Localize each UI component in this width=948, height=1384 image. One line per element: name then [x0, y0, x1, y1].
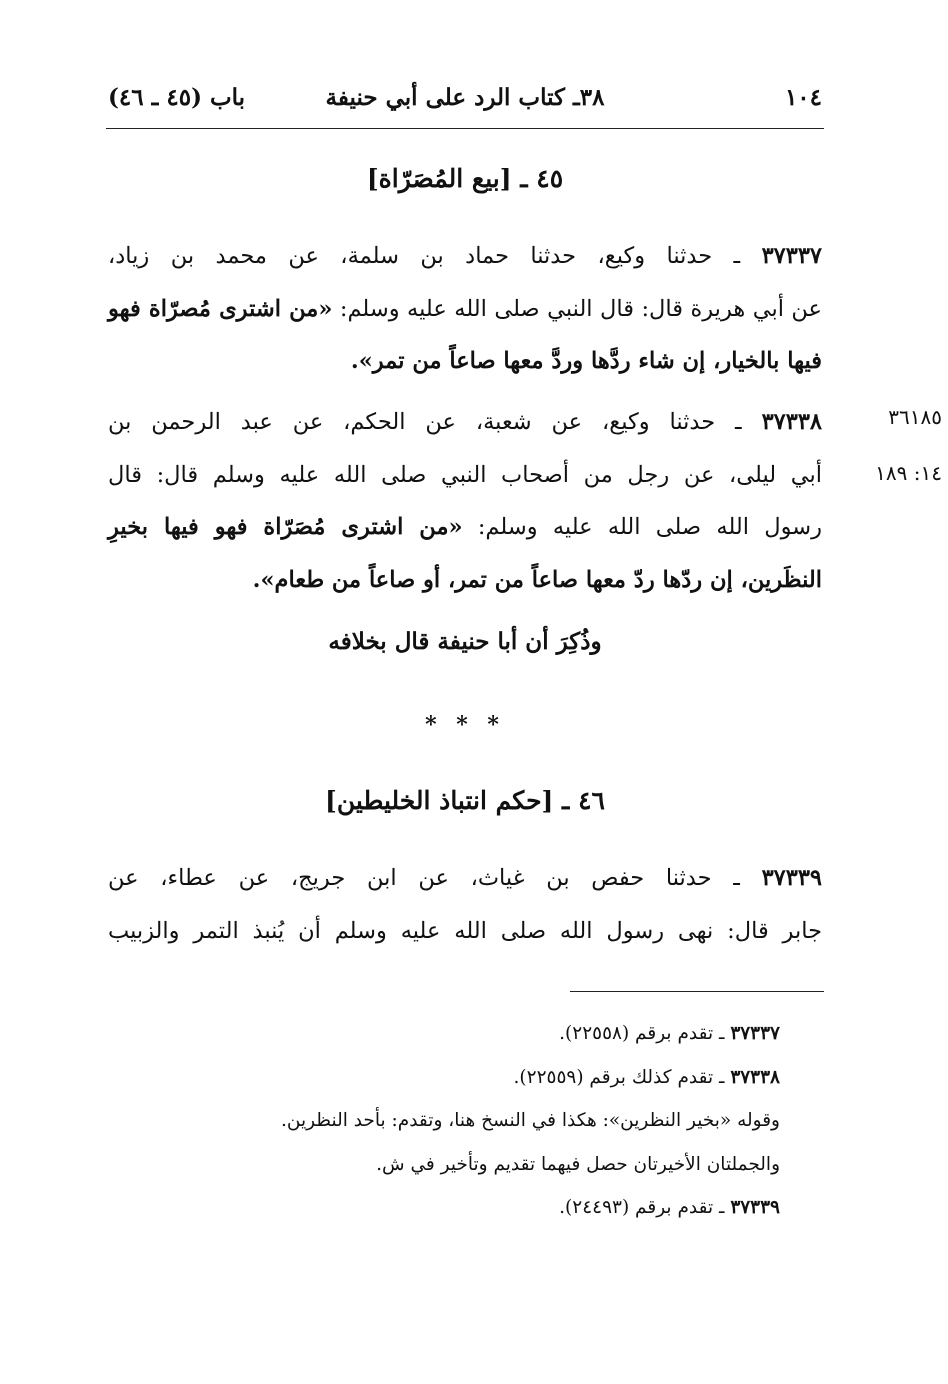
hadith-text: عن أبي هريرة قال: قال النبي صلى الله عليه وسلم: [332, 295, 822, 322]
hadith-line [108, 449, 822, 502]
chapter-range: باب (٤٥ ـ ٤٦) [108, 84, 246, 111]
book-title: ٣٨ـ كتاب الرد على أبي حنيفة [325, 84, 605, 111]
footnote-text: والجملتان الأخيرتان حصل فيهما تقديم وتأخير في ش. [376, 1153, 780, 1175]
hadith-quote: فيها بالخيار، إن شاء ردَّها وردَّ معها صاعاً من تمر». [350, 348, 822, 374]
footnote-text: ـ تقدم برقم (٢٤٤٩٣). [559, 1197, 731, 1218]
section-heading-46: ٤٦ ـ [حكم انتباذ الخليطين] [325, 786, 605, 815]
page-number: ١٠٤ [784, 84, 822, 111]
hadith-number: ٣٧٣٣٩ [761, 865, 822, 891]
hadith-quote: النظَرين، إن ردّها ردّ معها صاعاً من تمر، أو صاعاً من طعام». [252, 566, 822, 593]
footnote-rule [570, 991, 824, 992]
hadith-text: رسول الله صلى الله عليه وسلم: [462, 514, 822, 540]
hadith-quote: «من اشترى مُصَرّاة فهو فيها بخيرِ [108, 514, 463, 540]
section-separator: * * * [425, 712, 505, 738]
footnote-text: ـ تقدم برقم (٢٢٥٥٨). [559, 1023, 731, 1044]
footnote-text: ـ تقدم كذلك برقم (٢٢٥٥٩). [513, 1066, 731, 1088]
hadith-line [108, 501, 822, 554]
hadith-line [108, 230, 822, 283]
footnote-number: ٣٧٣٣٨ [730, 1066, 780, 1088]
margin-note: ١٤: ١٨٩ [875, 461, 942, 485]
hadith-line [108, 852, 822, 905]
closing-note: وذُكِرَ أن أبا حنيفة قال بخلافه [328, 628, 602, 655]
footnote [108, 1099, 780, 1143]
hadith-text: ـ حدثنا وكيع، عن شعبة، عن الحكم، عن عبد الرحمن بن [108, 409, 762, 435]
hadith-number: ٣٧٣٣٧ [761, 243, 822, 269]
footnote-number: ٣٧٣٣٧ [730, 1023, 780, 1044]
hadith-text: ـ حدثنا وكيع، حدثنا حماد بن سلمة، عن محمد بن زياد، [108, 243, 762, 269]
hadith-line [108, 335, 822, 388]
hadith-text: أبي ليلى، عن رجل من أصحاب النبي صلى الله عليه وسلم قال: قال [108, 461, 822, 488]
footnote [108, 1056, 780, 1100]
hadith-line [108, 283, 822, 336]
footnote-text: وقوله «بخير النظرين»: هكذا في النسخ هنا، وتقدم: بأحد النظرين. [280, 1110, 780, 1131]
hadith-text: جابر قال: نهى رسول الله صلى الله عليه وسلم أن يُنبذ التمر والزبيب [108, 917, 822, 944]
footnote-number: ٣٧٣٣٩ [730, 1197, 780, 1218]
section-heading-45: ٤٥ ـ [بيع المُصَرّاة] [366, 164, 564, 193]
hadith-line [108, 905, 822, 958]
running-header [108, 84, 822, 118]
footnotes [108, 1012, 780, 1230]
hadith-quote: «من اشترى مُصرّاة فهو [108, 295, 333, 322]
hadith-line [108, 396, 822, 449]
hadith-line [108, 554, 822, 607]
hadith-37339 [108, 852, 822, 957]
hadith-37337 [108, 230, 822, 388]
header-rule [106, 128, 824, 129]
margin-note: ٣٦١٨٥ [888, 405, 942, 429]
hadith-text: ـ حدثنا حفص بن غياث، عن ابن جريج، عن عطاء، عن [108, 865, 762, 891]
footnote [108, 1012, 780, 1056]
hadith-37338 [108, 396, 822, 606]
footnote [108, 1143, 780, 1187]
footnote [108, 1186, 780, 1230]
hadith-number: ٣٧٣٣٨ [761, 409, 822, 435]
